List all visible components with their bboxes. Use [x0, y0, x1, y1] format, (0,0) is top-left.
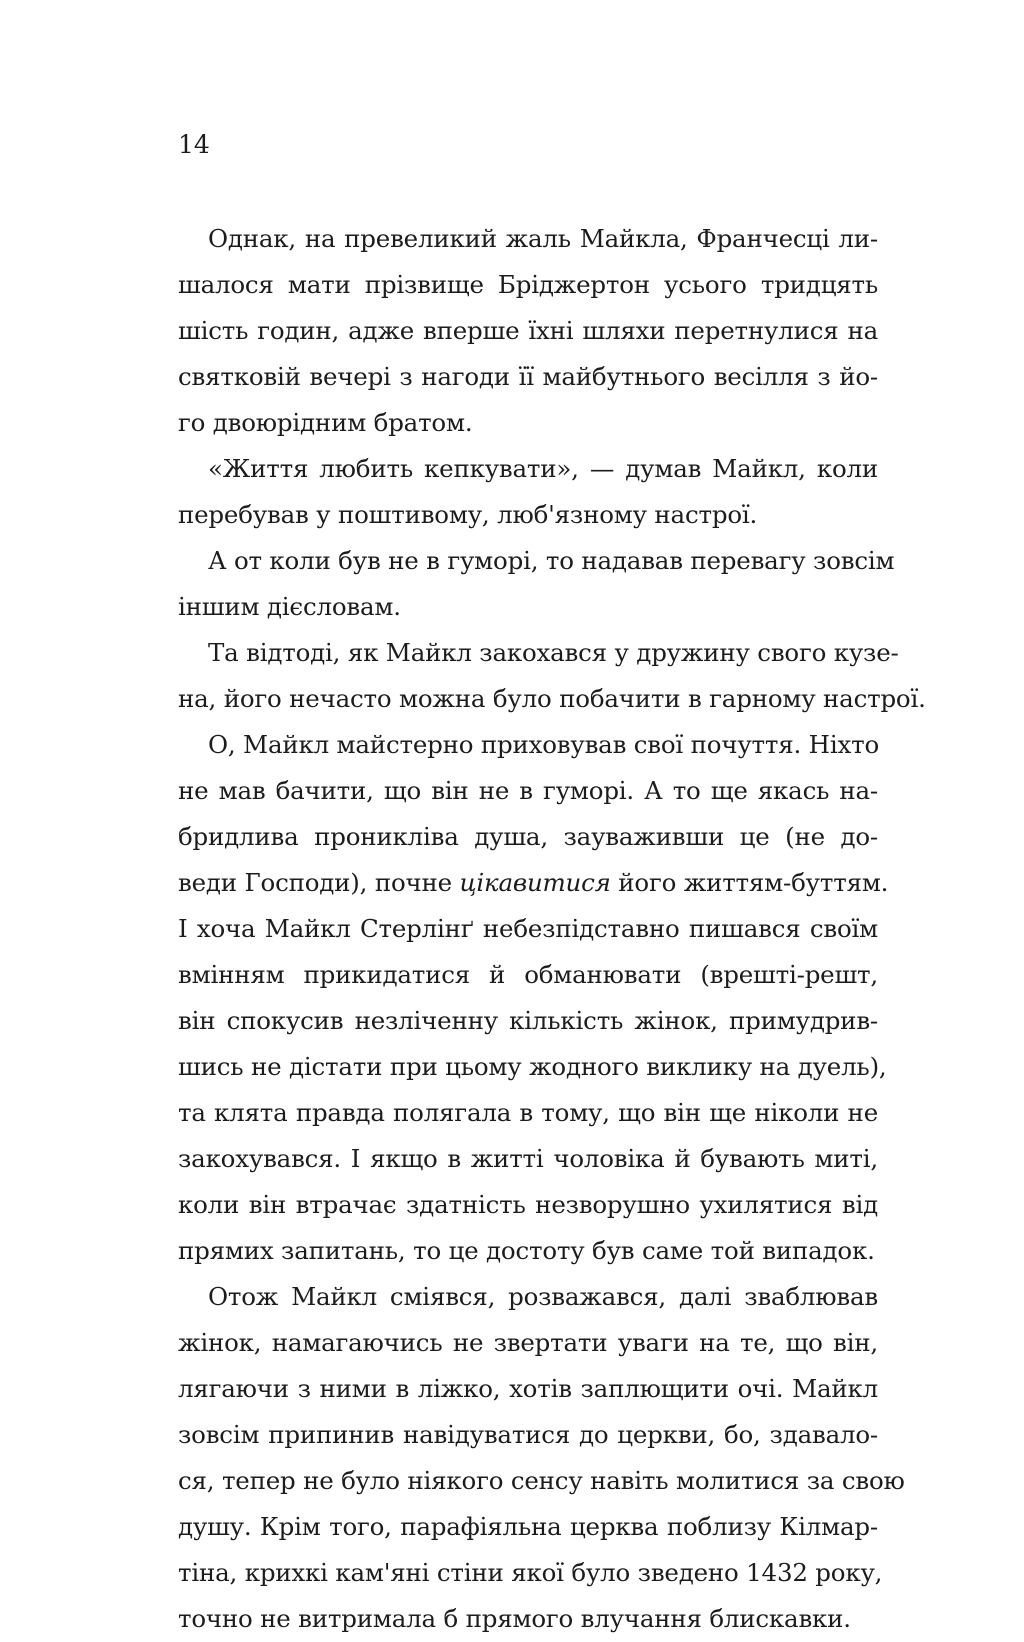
text-line: та клята правда полягала в тому, що він ще ніколи не: [178, 1098, 878, 1127]
text-line: не мав бачити, що він не в гуморі. А то ще якась на-: [178, 776, 878, 805]
text-line: шись не дістати при цьому жодного виклику на дуель),: [178, 1052, 887, 1081]
text-line: «Життя любить кепкувати», — думав Майкл, коли: [208, 454, 878, 483]
text-line: Отож Майкл сміявся, розважався, далі зваблював: [208, 1282, 878, 1311]
text-segment: його життям-буттям.: [610, 868, 889, 897]
text-line: на, його нечасто можна було побачити в гарному настрої.: [178, 684, 926, 713]
text-line: іншим дієсловам.: [178, 592, 401, 621]
text-line: О, Майкл майстерно приховував свої почуття. Ніхто: [208, 730, 880, 759]
text-line: святковій вечері з нагоди її майбутнього весілля з йо-: [178, 362, 878, 391]
text-line: Та відтоді, як Майкл закохався у дружину свого кузе-: [208, 638, 899, 667]
text-line: І хоча Майкл Стерлінґ небезпідставно пишався своїм: [178, 914, 878, 943]
body-text: [178, 216, 926, 1642]
text-line: душу. Крім того, парафіяльна церква поблизу Кілмар-: [178, 1512, 878, 1541]
text-line: зовсім припинив навідуватися до церкви, бо, здавало-: [178, 1420, 878, 1449]
text-line: коли він втрачає здатність незворушно ухилятися від: [178, 1190, 878, 1219]
text-line: [178, 860, 889, 906]
text-line: го двоюрідним братом.: [178, 408, 473, 437]
text-line: шість годин, адже вперше їхні шляхи перетнулися на: [178, 316, 878, 345]
text-line: тіна, крихкі кам'яні стіни якої було зведено 1432 року,: [178, 1558, 883, 1587]
text-line: він спокусив незліченну кількість жінок, примудрив-: [178, 1006, 878, 1035]
text-line: лягаючи з ними в ліжко, хотів заплющити очі. Майкл: [178, 1374, 878, 1403]
text-line: шалося мати прізвище Бріджертон усього тридцять: [178, 270, 878, 299]
text-line: закохувався. І якщо в житті чоловіка й бувають миті,: [178, 1144, 878, 1173]
text-segment: веди Господи), почне: [178, 868, 460, 897]
text-line: вмінням прикидатися й обманювати (врешті-решт,: [178, 960, 878, 989]
text-line: ся, тепер не було ніякого сенсу навіть молитися за свою: [178, 1466, 905, 1495]
page-number: 14: [178, 130, 210, 159]
text-line: точно не витримала б прямого влучання блискавки.: [178, 1604, 851, 1633]
text-line: А от коли був не в гуморі, то надавав перевагу зовсім: [208, 546, 895, 575]
emphasized-word: цікавитися: [459, 868, 611, 897]
text-line: перебував у поштивому, люб'язному настрої.: [178, 500, 758, 529]
text-line: прямих запитань, то це достоту був саме той випадок.: [178, 1236, 875, 1265]
text-line: жінок, намагаючись не звертати уваги на те, що він,: [178, 1328, 878, 1357]
text-line: Однак, на превеликий жаль Майкла, Франчесці ли-: [208, 224, 878, 253]
text-line: бридлива проникліва душа, зауваживши це (не до-: [178, 822, 878, 851]
